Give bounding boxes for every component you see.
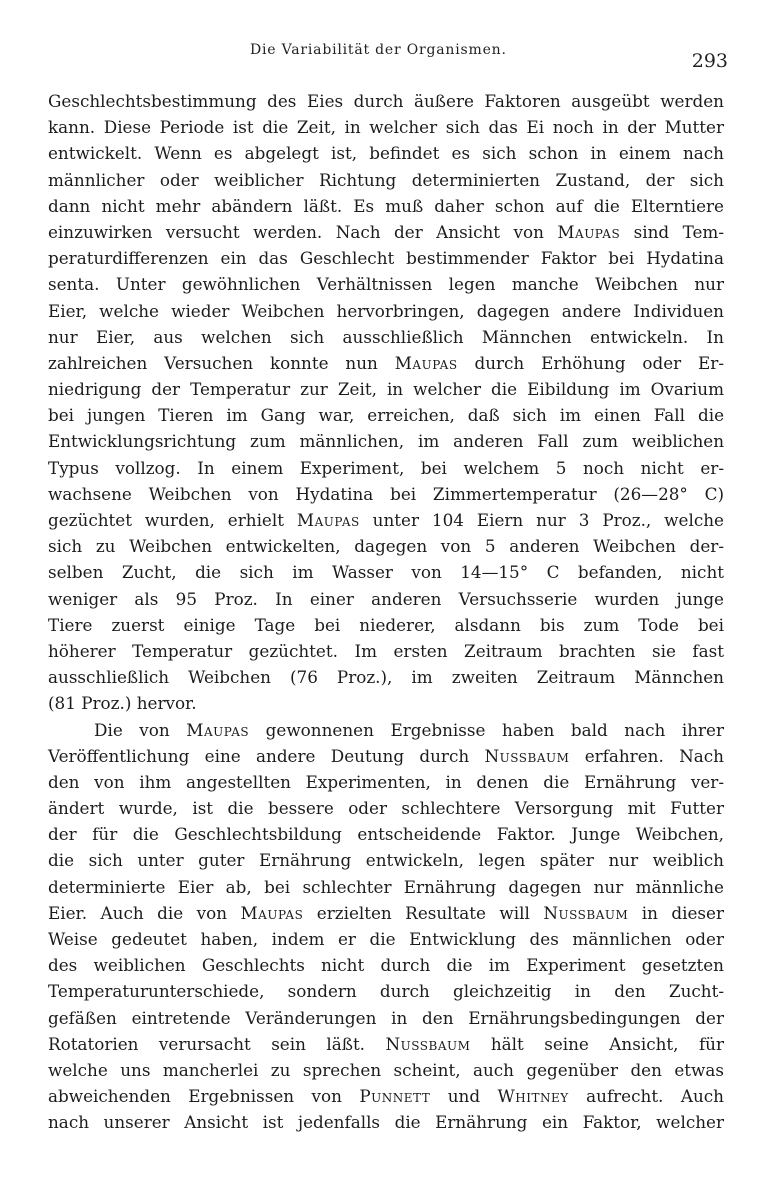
text-line: bei jungen Tieren im Gang war, erreichen, daß sich im einen Fall die bbox=[48, 405, 724, 426]
text-line: die sich unter guter Ernährung entwickeln, legen später nur weiblich bbox=[48, 850, 724, 871]
text-line: Rotatorien verursacht sein läßt. Nussbaum hält seine Ansicht, für bbox=[48, 1033, 724, 1054]
text-line: des weiblichen Geschlechts nicht durch die im Experiment gesetzten bbox=[48, 955, 724, 976]
page-number: 293 bbox=[691, 50, 728, 72]
text-line: Veröffentlichung eine andere Deutung durch Nussbaum erfahren. Nach bbox=[48, 745, 724, 766]
text-line: dann nicht mehr abändern läßt. Es muß daher schon auf die Elterntiere bbox=[48, 195, 724, 216]
author-name: Nussbaum bbox=[543, 902, 629, 923]
text-line: abweichenden Ergebnissen von Punnett und Whitney aufrecht. Auch bbox=[48, 1086, 724, 1107]
text-line: Entwicklungsrichtung zum männlichen, im anderen Fall zum weiblichen bbox=[48, 431, 724, 452]
text-line: der für die Geschlechtsbildung entscheidende Faktor. Junge Weibchen, bbox=[48, 824, 724, 845]
text-line: Die von Maupas gewonnenen Ergebnisse haben bald nach ihrer bbox=[94, 719, 724, 740]
author-name: Maupas bbox=[240, 902, 304, 923]
author-name: Punnett bbox=[359, 1086, 431, 1107]
text-line: kann. Diese Periode ist die Zeit, in welcher sich das Ei noch in der Mutter bbox=[48, 117, 724, 138]
running-title: Die Variabilität der Organismen. bbox=[250, 42, 507, 58]
text-line: senta. Unter gewöhnlichen Verhältnissen legen manche Weibchen nur bbox=[48, 274, 724, 295]
text-line: ausschließlich Weibchen (76 Proz.), im zweiten Zeitraum Männchen bbox=[48, 667, 724, 688]
body-text bbox=[48, 88, 724, 1136]
text-line: Tiere zuerst einige Tage bei niederer, alsdann bis zum Tode bei bbox=[48, 614, 724, 635]
text-line: Typus vollzog. In einem Experiment, bei welchem 5 noch nicht er- bbox=[48, 457, 724, 478]
author-name: Maupas bbox=[394, 352, 458, 373]
text-line: (81 Proz.) hervor. bbox=[48, 693, 197, 714]
author-name: Whitney bbox=[497, 1086, 569, 1107]
text-line: höherer Temperatur gezüchtet. Im ersten Zeitraum brachten sie fast bbox=[48, 640, 724, 661]
author-name: Nussbaum bbox=[484, 745, 570, 766]
text-line: Geschlechtsbestimmung des Eies durch äußere Faktoren ausgeübt werden bbox=[48, 91, 724, 111]
text-line: Temperaturunterschiede, sondern durch gleichzeitig in den Zucht- bbox=[48, 981, 724, 1002]
text-line: peraturdifferenzen ein das Geschlecht bestimmender Faktor bei Hydatina bbox=[48, 248, 724, 269]
author-name: Nussbaum bbox=[385, 1033, 471, 1054]
author-name: Maupas bbox=[186, 719, 250, 740]
text-line: welche uns mancherlei zu sprechen scheint, auch gegenüber den etwas bbox=[48, 1059, 724, 1080]
text-line: gezüchtet wurden, erhielt Maupas unter 104 Eiern nur 3 Proz., welche bbox=[48, 510, 724, 530]
text-line: nach unserer Ansicht ist jedenfalls die Ernährung ein Faktor, welcher bbox=[48, 1112, 724, 1133]
author-name: Maupas bbox=[296, 510, 360, 530]
text-line: Weise gedeutet haben, indem er die Entwicklung des männlichen oder bbox=[48, 929, 724, 949]
text-line: zahlreichen Versuchen konnte nun Maupas durch Erhöhung oder Er- bbox=[48, 352, 724, 373]
text-line: weniger als 95 Proz. In einer anderen Versuchsserie wurden junge bbox=[48, 588, 724, 609]
text-line: Eier, welche wieder Weibchen hervorbringen, dagegen andere Individuen bbox=[48, 300, 724, 321]
author-name: Maupas bbox=[557, 221, 621, 242]
text-line: gefäßen eintretende Veränderungen in den Ernährungsbedingungen der bbox=[48, 1007, 724, 1028]
text-line: ändert wurde, ist die bessere oder schlechtere Versorgung mit Futter bbox=[48, 798, 724, 819]
text-line: männlicher oder weiblicher Richtung determinierten Zustand, der sich bbox=[48, 169, 724, 190]
text-line: selben Zucht, die sich im Wasser von 14—15° C befanden, nicht bbox=[48, 562, 724, 583]
text-line: nur Eier, aus welchen sich ausschließlich Männchen entwickeln. In bbox=[48, 326, 724, 347]
text-line: niedrigung der Temperatur zur Zeit, in welcher die Eibildung im Ovarium bbox=[48, 379, 724, 400]
text-line: einzuwirken versucht werden. Nach der Ansicht von Maupas sind Tem- bbox=[48, 221, 725, 242]
text-line: wachsene Weibchen von Hydatina bei Zimmertemperatur (26—28° C) bbox=[48, 483, 724, 504]
text-line: determinierte Eier ab, bei schlechter Ernährung dagegen nur männliche bbox=[48, 876, 724, 897]
text-line: sich zu Weibchen entwickelten, dagegen von 5 anderen Weibchen der- bbox=[48, 536, 724, 557]
text-line: Eier. Auch die von Maupas erzielten Resultate will Nussbaum in dieser bbox=[48, 902, 724, 923]
page-header bbox=[48, 42, 738, 76]
text-line: den von ihm angestellten Experimenten, in denen die Ernährung ver- bbox=[48, 771, 724, 792]
text-line: entwickelt. Wenn es abgelegt ist, befindet es sich schon in einem nach bbox=[48, 143, 724, 164]
